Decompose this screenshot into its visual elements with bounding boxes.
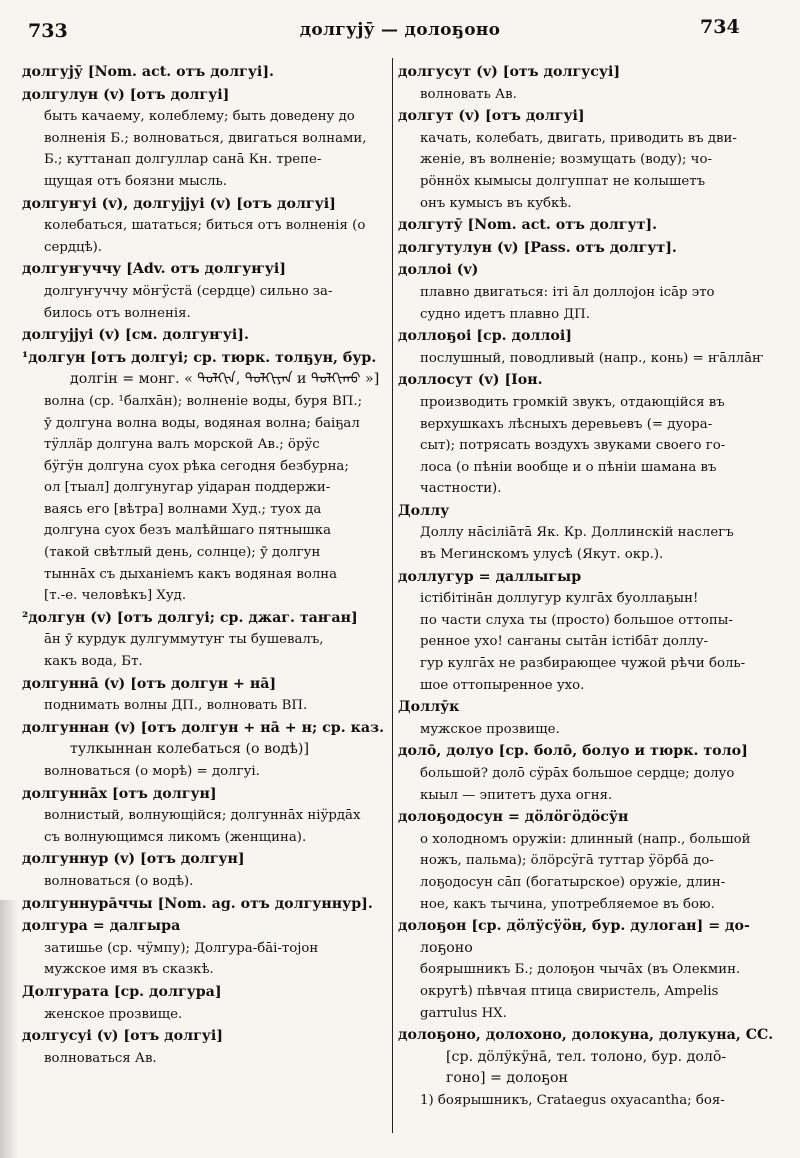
entry-headword: долоҕодосун = дӧлӧгӧдӧсӱн [398, 809, 629, 826]
entry-headword: долгуҥуччу [Adv. отъ долгуҥуі] [22, 261, 286, 278]
entry-definition-line: лоҕодосун сāп (богатырское) оружіе, длин- [420, 874, 726, 890]
entry-definition-line: волноваться (о морѣ) = долгуі. [44, 764, 260, 779]
entry-definition-line: волнистый, волнующійся; долгуннāх ніӱрдāх [44, 808, 361, 824]
entry-headword: долгуннāх [отъ долгун] [22, 785, 217, 802]
entry-definition-line: по части слуха ты (просто) большое оттопы- [420, 612, 733, 628]
dictionary-entry [22, 982, 390, 1025]
page-number-right: 734 [700, 16, 740, 38]
entry-definition-line: iстiбiтiнāн доллугур кулгāх буоллаҕын! [420, 591, 699, 607]
entry-headword: ¹долгун [отъ долгуі; ср. тюрк. толҕун, бур. [22, 349, 377, 366]
entry-continuation: гоно] = долоҕон [446, 1070, 568, 1087]
dictionary-entry [22, 849, 390, 892]
entry-definition-line: ножъ, пальма); ӧлӧрсӱгā туттар ӱӧрбā до- [420, 853, 714, 869]
entry-definition-line: сердцѣ). [44, 239, 102, 255]
entry-definition-line: округѣ) пѣвчая птица свиристель, Ampelis [420, 983, 719, 999]
entry-headword: долгулун (v) [отъ долгуі] [22, 86, 230, 103]
dictionary-entry [398, 62, 778, 105]
entry-definition-line: мужское прозвище. [420, 721, 560, 737]
entry-definition-line: шое оттопыренное ухо. [420, 677, 585, 693]
entry-definition-line: долгуна суох безъ малѣйшаго пятнышка [44, 523, 331, 539]
entry-definition-line: волноваться (о водѣ). [44, 873, 194, 889]
dictionary-entry [22, 718, 390, 783]
entry-definition-line: волна (ср. ¹балхāн); волненіе воды, буря ВП.; [44, 393, 363, 409]
entry-headword: долгусут (v) [отъ долгусуі] [398, 64, 621, 80]
column-divider [392, 58, 393, 1133]
dictionary-entry [22, 85, 390, 193]
entry-definition-line: garrulus НХ. [420, 1005, 507, 1021]
entry-headword: Долгурата [ср. долгура] [22, 983, 222, 1000]
dictionary-entry [22, 194, 390, 259]
entry-definition-line: плавно двигаться: іті āл доллојон ісāр это [420, 284, 715, 300]
entry-definition-line: съ волнующимся ликомъ (женщина). [44, 829, 307, 845]
entry-definition-line: женское прозвище. [44, 1006, 183, 1022]
dictionary-entry [398, 1025, 778, 1111]
dictionary-entry [22, 608, 390, 673]
dictionary-entry [398, 238, 778, 260]
entry-headword: долгуннā (v) [отъ долгун + нā] [22, 675, 277, 692]
entry-definition-line: тыннāх съ дыханіемъ какъ водяная волна [44, 566, 338, 582]
entry-definition-line: ренное ухо! саҥаны сытāн iстiбāт доллу- [420, 634, 709, 650]
entry-headword: долгутулун (v) [Pass. отъ долгут]. [398, 239, 677, 256]
entry-definition-line: онъ кумысъ въ кубкѣ. [420, 195, 572, 211]
dictionary-entry [398, 567, 778, 697]
dictionary-entry [398, 370, 778, 500]
entry-definition-line: быть качаему, колеблему; быть доведену до [44, 109, 355, 125]
dictionary-entry [22, 674, 390, 717]
entry-definition-line: частности). [420, 481, 502, 497]
dictionary-entry [22, 62, 390, 84]
entry-headword: доллосут (v) [Іон. [398, 372, 543, 389]
scan-edge-shadow [0, 900, 18, 1158]
entry-definition-line: волненія Б.; волноваться, двигаться волнами, [44, 130, 367, 146]
entry-continuation: тулкыннан колебаться (о водѣ)] [70, 741, 309, 758]
dictionary-entry [398, 807, 778, 915]
dictionary-entry [22, 259, 390, 324]
entry-headword: долгуҥуі (v), долгујјуі (v) [отъ долгуі] [22, 195, 336, 212]
entry-definition-line: ол [тыал] долгунугар уідаран поддержи- [44, 480, 331, 496]
entry-definition-line: Доллу нāсілiāтā Як. Кр. Доллинскій наслегъ [420, 525, 734, 541]
entry-definition-line: волноваться Ав. [44, 1050, 157, 1066]
dictionary-entry [398, 741, 778, 806]
entry-definition-line: [т.-е. человѣкъ] Худ. [44, 588, 187, 604]
entry-definition-line: Б.; куттанап долгуллар санā Кн. трепе- [44, 152, 322, 168]
dictionary-entry [398, 916, 778, 1024]
dictionary-entry [22, 348, 390, 607]
entry-definition-line: лоса (о пѣніи вообще и о пѣніи шамана въ [420, 459, 717, 475]
entry-headword: доллоҕоі [ср. доллоі] [398, 328, 572, 345]
entry-definition-line: (такой свѣтлый день, солнце); ӯ долгун [44, 545, 321, 561]
entry-headword: доллоі (v) [398, 262, 479, 279]
entry-continuation: лоҕоно [420, 939, 473, 956]
page-header [0, 18, 800, 50]
entry-definition-line: качать, колебать, двигать, приводить въ дви- [420, 130, 737, 146]
entry-definition-line: боярышникъ Б.; долоҕон чычāх (въ Олекмин. [420, 962, 741, 978]
dictionary-entry [398, 326, 778, 369]
entry-definition-line: волновать Ав. [420, 86, 517, 102]
entry-definition-line: мужское имя въ сказкѣ. [44, 962, 214, 978]
dictionary-entry [22, 1026, 390, 1069]
dictionary-entry [398, 215, 778, 237]
entry-definition-line: верхушкахъ лѣсныхъ деревьевъ (= дуора- [420, 416, 713, 432]
entry-definition-line: 1) боярышникъ, Crataegus oxyacantha; боя- [420, 1092, 725, 1108]
entry-definition-line: гур кулгāх не разбирающее чужой рѣчи боль- [420, 656, 746, 672]
entry-headword: ²долгун (v) [отъ долгуі; ср. джаг. таҥан] [22, 609, 358, 626]
entry-headword: долгуннурāччы [Nom. ag. отъ долгуннур]. [22, 895, 373, 912]
page-number-left: 733 [28, 20, 68, 42]
dictionary-entry [22, 894, 390, 916]
dictionary-entry [22, 325, 390, 347]
entry-definition-line: женіе, въ волненіе; возмущать (воду); чо- [420, 152, 712, 168]
entry-definition-line: рӧннӧх кымысы долгуппат не колышетъ [420, 173, 706, 189]
entry-headword: долгуннан (v) [отъ долгун + нā + н; ср. каз. [22, 719, 385, 736]
entry-headword: долоҕоно, долохоно, долокуна, долукуна, СС. [398, 1027, 774, 1044]
entry-definition-line: ваясь его [вѣтра] волнами Худ.; туох да [44, 501, 322, 517]
entry-definition-line: въ Мегинскомъ улусѣ (Якут. окр.). [420, 547, 664, 563]
entry-definition-line: щущая отъ боязни мысль. [44, 173, 228, 189]
entry-definition-line: производить громкій звукъ, отдающійся въ [420, 394, 725, 410]
entry-definition-line: билось отъ волненія. [44, 305, 191, 321]
dictionary-entry [398, 106, 778, 214]
entry-headword: долгутӯ [Nom. act. отъ долгут]. [398, 217, 658, 234]
entry-definition-line: судно идетъ плавно ДП. [420, 306, 590, 322]
entry-definition-line: ӯ долгуна волна воды, водяная волна; баіҕал [44, 415, 360, 431]
entry-definition-line: какъ вода, Бт. [44, 654, 143, 670]
left-column [22, 62, 390, 1070]
entry-headword: долгуннур (v) [отъ долгун] [22, 851, 245, 868]
dictionary-entry [398, 260, 778, 325]
entry-headword: долгура = далгыра [22, 918, 181, 935]
entry-definition-line: кыыл — эпитетъ духа огня. [420, 787, 613, 803]
dictionary-entry [22, 784, 390, 849]
entry-definition-line: бӱгӱн долгуна суох рѣка сегодня безбурна; [44, 458, 349, 474]
entry-headword: долō, долуо [ср. болō, болуо и тюрк. толо] [398, 743, 748, 760]
entry-definition-line: поднимать волны ДП., волновать ВП. [44, 698, 308, 714]
entry-headword: долгујјуі (v) [см. долгуҥуі]. [22, 327, 249, 344]
right-column [398, 62, 778, 1113]
running-head: долгујӯ — долоҕоно [299, 20, 501, 40]
entry-definition-line: ное, какъ тычина, употребляемое въ бою. [420, 896, 715, 912]
dictionary-entry [22, 916, 390, 981]
entry-definition-line: затишье (ср. чӱмпу); Долгура-бāі-тојон [44, 940, 319, 956]
entry-headword: Доллӯк [398, 699, 460, 716]
entry-definition-line: колебаться, шататься; биться отъ волненія (о [44, 218, 366, 234]
entry-headword: долгут (v) [отъ долгуі] [398, 108, 585, 125]
entry-definition-line: о холодномъ оружіи: длинный (напр., большой [420, 831, 751, 847]
entry-definition-line: долгуҥуччу мӧҥӱстӓ (сердце) сильно за- [44, 283, 333, 299]
entry-continuation: [ср. дӧлӱкӱнā, тел. толоно, бур. долō- [446, 1048, 727, 1065]
entry-headword: Доллу [398, 502, 450, 519]
entry-headword: долгујӯ [Nom. act. отъ долгуі]. [22, 64, 274, 80]
entry-headword: доллугур = даллыгыр [398, 568, 582, 585]
entry-definition-line: тӱллӓр долгуна валъ морской Ав.; ӧрӱс [44, 437, 320, 453]
entry-definition-line: āн ӯ курдук дулгуммутуҥ ты бушевалъ, [44, 632, 324, 648]
entry-continuation: долгін = монг. « ᠳᠣᠯᠭᠢᠨ, ᠳᠣᠯᠭᠢᠶᠠᠨ и ᠳᠣᠯᠭᠢᠬᠤ »] [70, 371, 380, 388]
entry-headword: долгусуі (v) [отъ долгуі] [22, 1028, 223, 1045]
dictionary-entry [398, 697, 778, 740]
entry-definition-line: послушный, поводливый (напр., конь) = ҥāллāҥ [420, 350, 764, 366]
dictionary-entry [398, 501, 778, 566]
entry-definition-line: большой? долō сӱрāх большое сердце; долуо [420, 766, 735, 781]
entry-headword: долоҕон [ср. дӧлӱсӱӧн, бур. дулоган] = до- [398, 918, 750, 935]
entry-definition-line: сыт); потрясать воздухъ звуками своего го- [420, 438, 726, 454]
